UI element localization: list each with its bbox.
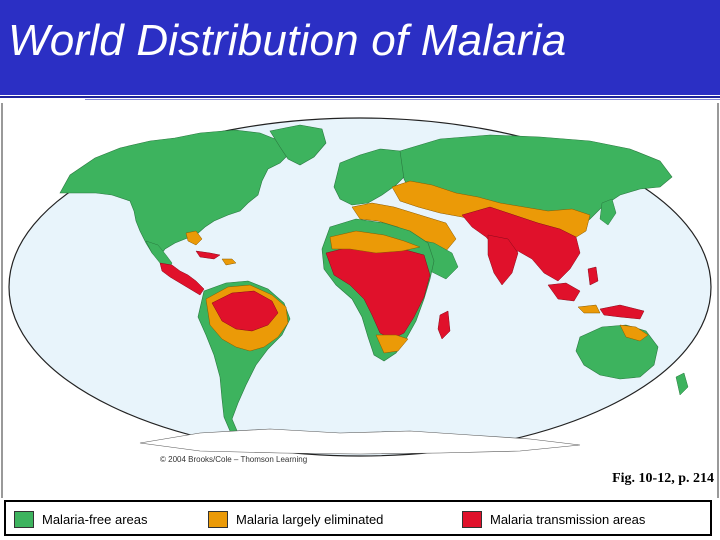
legend-label: Malaria transmission areas xyxy=(490,512,646,527)
legend-label: Malaria largely eliminated xyxy=(236,512,384,527)
figure-reference: Fig. 10-12, p. 214 xyxy=(612,471,714,486)
copyright-notice: © 2004 Brooks/Cole – Thomson Learning xyxy=(160,455,308,464)
title-divider xyxy=(0,95,720,103)
page-title: World Distribution of Malaria xyxy=(8,16,567,65)
legend-swatch-orange xyxy=(208,511,228,528)
legend-label: Malaria-free areas xyxy=(42,512,148,527)
legend-swatch-green xyxy=(14,511,34,528)
region-new-zealand xyxy=(676,373,688,395)
legend-swatch-red xyxy=(462,511,482,528)
world-map xyxy=(0,103,720,498)
title-bar xyxy=(0,0,720,95)
map-legend xyxy=(4,500,712,536)
world-map-svg xyxy=(0,103,720,498)
